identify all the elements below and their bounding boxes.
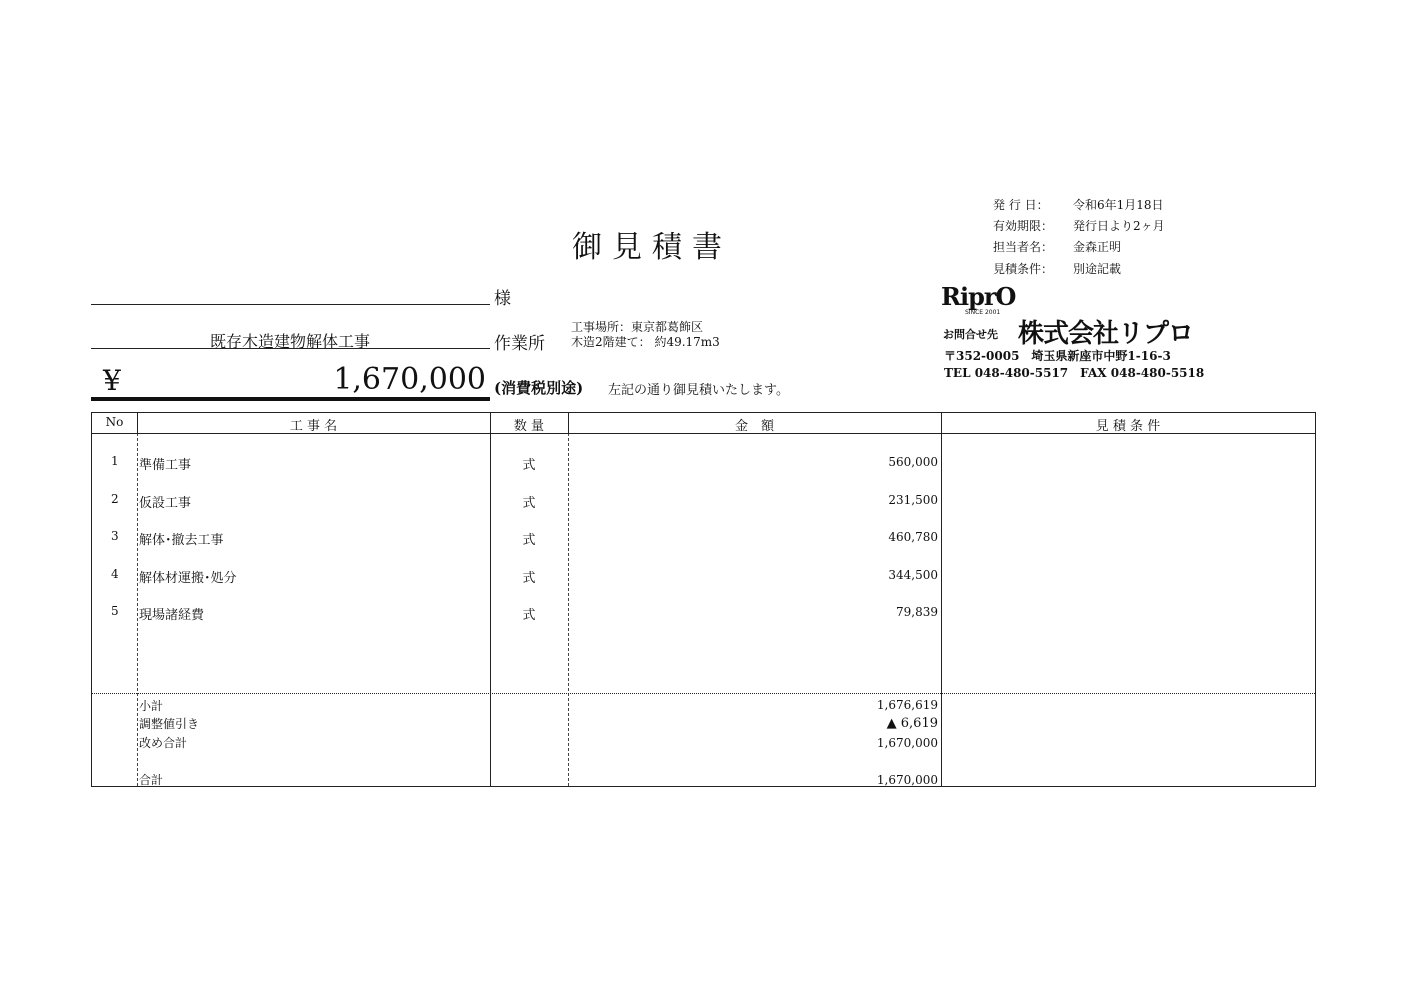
row-2-qty: 式 xyxy=(522,496,536,511)
currency-symbol: ¥ xyxy=(103,364,121,397)
adjust-value: ▲ 6,619 xyxy=(886,716,938,731)
conditions-value: 別途記載 xyxy=(1073,262,1122,276)
person-label: 担当者名： xyxy=(993,240,1054,254)
row-1-name: 準備工事 xyxy=(139,458,192,473)
row-4-amount: 344,500 xyxy=(888,568,938,582)
row-2-amount: 231,500 xyxy=(888,493,938,507)
row-4-name: 解体材運搬･処分 xyxy=(139,571,237,586)
person-value: 金森正明 xyxy=(1073,240,1122,254)
document-title: 御見積書 xyxy=(572,230,732,265)
issue-date-label: 発 行 日： xyxy=(993,198,1049,212)
row-1-no: 1 xyxy=(111,454,119,468)
project-name: 既存木造建物解体工事 xyxy=(209,332,370,351)
subtotal-value: 1,676,619 xyxy=(876,698,938,712)
row-2-no: 2 xyxy=(111,492,119,506)
header-name: 工 事 名 xyxy=(289,419,338,434)
client-suffix: 様 xyxy=(494,289,511,309)
row-5-amount: 79,839 xyxy=(896,605,938,619)
revised-label: 改め合計 xyxy=(139,736,188,750)
col-divider-amount xyxy=(941,413,942,786)
header-amount: 金 額 xyxy=(734,419,774,434)
logo-text: RiprO xyxy=(941,282,1016,311)
row-5-name: 現場諸経費 xyxy=(139,608,205,623)
estimate-table xyxy=(91,412,1316,787)
closing-text: 左記の通り御見積いたします。 xyxy=(608,383,789,398)
company-tel-fax: TEL 048-480-5517 FAX 048-480-5518 xyxy=(944,366,1205,380)
row-1-amount: 560,000 xyxy=(888,455,938,469)
row-3-qty: 式 xyxy=(522,533,536,548)
project-suffix: 作業所 xyxy=(494,334,545,354)
row-3-amount: 460,780 xyxy=(888,530,938,544)
total-label: 合計 xyxy=(139,773,164,787)
row-5-qty: 式 xyxy=(522,608,536,623)
person-row xyxy=(993,238,1121,255)
validity-row xyxy=(993,217,1165,234)
issue-date-value: 令和6年1月18日 xyxy=(1073,198,1164,212)
revised-value: 1,670,000 xyxy=(876,736,938,750)
total-amount: 1,670,000 xyxy=(333,362,486,397)
header-qty: 数 量 xyxy=(513,419,545,434)
site-line-2: 木造2階建て： 約49.17m3 xyxy=(571,335,720,349)
conditions-label: 見積条件： xyxy=(993,262,1054,276)
col-divider-no xyxy=(137,433,138,786)
header-no: No xyxy=(105,415,124,429)
project-underline xyxy=(91,348,490,349)
company-name: 株式会社リプロ xyxy=(1018,319,1194,349)
validity-label: 有効期限： xyxy=(993,219,1054,233)
row-2-name: 仮設工事 xyxy=(139,496,192,511)
issue-date-row xyxy=(993,196,1164,213)
contact-label: お問合せ先 xyxy=(943,328,998,341)
header-conditions: 見 積 条 件 xyxy=(1095,419,1161,434)
row-5-no: 5 xyxy=(111,604,119,618)
row-3-name: 解体･撤去工事 xyxy=(139,533,224,548)
row-4-no: 4 xyxy=(111,567,119,581)
conditions-row xyxy=(993,260,1121,277)
subtotal-label: 小計 xyxy=(139,699,164,713)
company-address: 〒352-0005 埼玉県新座市中野1-16-3 xyxy=(944,349,1171,363)
row-1-qty: 式 xyxy=(522,458,536,473)
total-value: 1,670,000 xyxy=(876,773,938,787)
adjust-label: 調整値引き xyxy=(139,717,200,731)
client-underline xyxy=(91,304,490,305)
row-3-no: 3 xyxy=(111,529,119,543)
tax-note: (消費税別途) xyxy=(494,379,584,397)
total-underline xyxy=(91,397,490,401)
row-4-qty: 式 xyxy=(522,571,536,586)
summary-separator xyxy=(92,693,1315,694)
site-line-1: 工事場所：東京都葛飾区 xyxy=(571,320,704,334)
logo-since: SINCE 2001 xyxy=(965,309,1001,316)
validity-value: 発行日より2ヶ月 xyxy=(1073,219,1165,233)
